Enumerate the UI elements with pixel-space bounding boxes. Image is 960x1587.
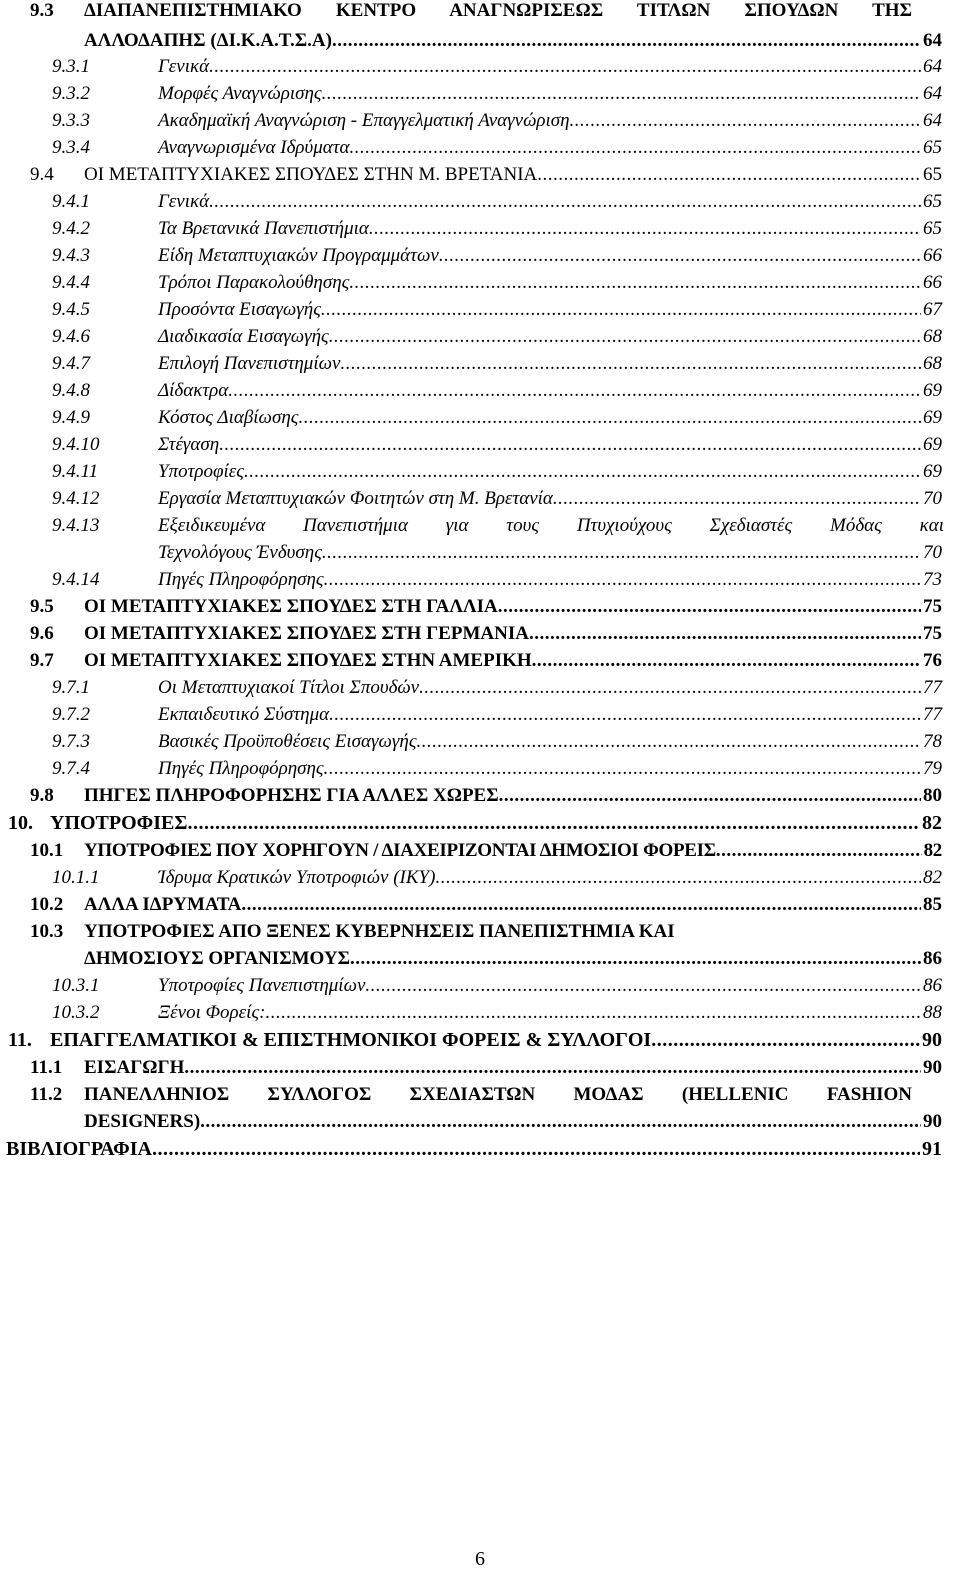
toc-page: 82 bbox=[922, 812, 942, 834]
toc-number: 9.7.3 bbox=[52, 731, 90, 752]
toc-number: 9.3.1 bbox=[52, 56, 90, 77]
toc-number: 10.3.2 bbox=[52, 1002, 100, 1023]
toc-leader bbox=[265, 1002, 921, 1024]
toc-title: Ίδρυμα Κρατικών Υποτροφιών (ΙΚΥ) bbox=[158, 867, 436, 888]
toc-line bbox=[84, 948, 942, 970]
toc-entry bbox=[0, 380, 960, 406]
toc-leader bbox=[553, 488, 921, 510]
toc-title: Οι Μεταπτυχιακοί Τίτλοι Σπουδών bbox=[158, 677, 420, 698]
toc-entry bbox=[0, 1029, 960, 1055]
toc-line bbox=[158, 191, 942, 213]
toc-line bbox=[158, 380, 942, 402]
toc-number: 9.5 bbox=[30, 596, 54, 617]
toc-line bbox=[158, 867, 942, 889]
toc-page: 64 bbox=[923, 30, 942, 51]
toc-title: Διαδικασία Εισαγωγής bbox=[158, 326, 329, 347]
toc-title: Υποτροφίες Πανεπιστημίων bbox=[158, 975, 366, 996]
toc-line bbox=[84, 785, 942, 807]
toc-line bbox=[158, 434, 942, 456]
toc-title: ΟΙ ΜΕΤΑΠΤΥΧΙΑΚΕΣ ΣΠΟΥΔΕΣ ΣΤΗΝ Μ. ΒΡΕΤΑΝΙΑ bbox=[84, 164, 538, 185]
toc-leader bbox=[417, 731, 921, 753]
toc-line bbox=[158, 758, 942, 780]
toc-line bbox=[158, 975, 942, 997]
toc-entry bbox=[0, 758, 960, 784]
toc-title: Πηγές Πληροφόρησης bbox=[158, 569, 324, 590]
toc-leader bbox=[241, 894, 921, 916]
toc-page: 80 bbox=[923, 785, 942, 806]
toc-leader bbox=[244, 461, 921, 483]
toc-entry bbox=[0, 1002, 960, 1028]
toc-leader bbox=[324, 758, 921, 780]
toc-number: 9.4.8 bbox=[52, 380, 90, 401]
toc-number: 10.1.1 bbox=[52, 867, 100, 888]
toc-title: Εξειδικευμένα Πανεπιστήμια για τους Πτυχιούχους Σχεδιαστές Μόδας και bbox=[158, 515, 944, 536]
toc-entry bbox=[0, 407, 960, 433]
toc-entry bbox=[0, 1084, 960, 1140]
toc-line bbox=[50, 812, 942, 835]
toc-number: 10.2 bbox=[30, 894, 64, 915]
toc-line bbox=[158, 407, 942, 429]
toc-leader bbox=[187, 812, 920, 835]
toc-title: ΒΙΒΛΙΟΓΡΑΦΙΑ bbox=[6, 1138, 152, 1160]
toc-title: ΠΗΓΕΣ ΠΛΗΡΟΦΟΡΗΣΗΣ ΓΙΑ ΑΛΛΕΣ ΧΩΡΕΣ bbox=[84, 785, 499, 806]
toc-title: ΟΙ ΜΕΤΑΠΤΥΧΙΑΚΕΣ ΣΠΟΥΔΕΣ ΣΤΗ ΓΕΡΜΑΝΙΑ bbox=[84, 623, 529, 644]
toc-title: Μορφές Αναγνώρισης bbox=[158, 83, 322, 104]
toc-title: ΔΙΑΠΑΝΕΠΙΣΤΗΜΙΑΚΟ ΚΕΝΤΡΟ ΑΝΑΓΝΩΡΙΣΕΩΣ ΤΙΤΛΩΝ ΣΠΟΥΔΩΝ ΤΗΣ bbox=[84, 0, 912, 21]
toc-page: 82 bbox=[923, 840, 942, 861]
toc-title: Βασικές Προϋποθέσεις Εισαγωγής bbox=[158, 731, 417, 752]
toc-number: 9.3.3 bbox=[52, 110, 90, 131]
toc-number: 9.4.11 bbox=[52, 461, 99, 482]
toc-title: Κόστος Διαβίωσης bbox=[158, 407, 299, 428]
toc-number: 11.2 bbox=[30, 1084, 63, 1105]
toc-title: Τρόποι Παρακολούθησης bbox=[158, 272, 350, 293]
toc-title: ΠΑΝΕΛΛΗΝΙΟΣ ΣΥΛΛΟΓΟΣ ΣΧΕΔΙΑΣΤΩΝ ΜΟΔΑΣ (HELLENIC FASHION bbox=[84, 1084, 912, 1105]
toc-line bbox=[158, 488, 942, 510]
toc-leader bbox=[332, 30, 921, 52]
toc-entry bbox=[0, 164, 960, 190]
toc-title: ΥΠΟΤΡΟΦΙΕΣ bbox=[50, 812, 188, 834]
toc-entry bbox=[0, 326, 960, 352]
toc-page: 64 bbox=[923, 83, 942, 104]
toc-page: 82 bbox=[923, 867, 942, 888]
toc-title: Εργασία Μεταπτυχιακών Φοιτητών στη Μ. Βρετανία bbox=[158, 488, 553, 509]
toc-title: ΟΙ ΜΕΤΑΠΤΥΧΙΑΚΕΣ ΣΠΟΥΔΕΣ ΣΤΗ ΓΑΛΛΙΑ bbox=[84, 596, 498, 617]
toc-page: 68 bbox=[923, 326, 942, 347]
toc-entry bbox=[0, 353, 960, 379]
toc-page: 88 bbox=[923, 1002, 942, 1023]
toc-number: 9.3.4 bbox=[52, 137, 90, 158]
toc-number: 9.4.7 bbox=[52, 353, 90, 374]
toc-number: 11.1 bbox=[30, 1057, 63, 1078]
toc-line bbox=[158, 731, 942, 753]
toc-entry bbox=[0, 299, 960, 325]
toc-page: 90 bbox=[923, 1111, 942, 1132]
toc-line bbox=[158, 83, 942, 105]
toc-line bbox=[158, 272, 942, 294]
toc-number: 9.4.3 bbox=[52, 245, 90, 266]
toc-page: 69 bbox=[923, 461, 942, 482]
toc-entry bbox=[0, 461, 960, 487]
toc-entry bbox=[0, 867, 960, 893]
toc-line bbox=[158, 245, 942, 267]
toc-leader bbox=[419, 677, 921, 699]
toc-entry bbox=[0, 921, 960, 977]
toc-entry bbox=[0, 650, 960, 676]
toc-number: 9.4.1 bbox=[52, 191, 90, 212]
toc-page: 86 bbox=[923, 975, 942, 996]
toc-page: 78 bbox=[923, 731, 942, 752]
toc-entry bbox=[0, 1138, 960, 1164]
toc-page: 91 bbox=[922, 1138, 942, 1160]
toc-leader bbox=[219, 434, 921, 456]
toc-line bbox=[158, 353, 942, 375]
toc-entry bbox=[0, 569, 960, 595]
toc-number: 9.7.1 bbox=[52, 677, 90, 698]
toc-page: 90 bbox=[923, 1057, 942, 1078]
toc-leader bbox=[329, 326, 921, 348]
toc-entry bbox=[0, 704, 960, 730]
toc-leader bbox=[350, 137, 921, 159]
toc-number: 9.6 bbox=[30, 623, 54, 644]
toc-number: 10.3.1 bbox=[52, 975, 100, 996]
toc-leader bbox=[499, 785, 921, 807]
toc-page: 75 bbox=[923, 623, 942, 644]
toc-number: 10.1 bbox=[30, 840, 64, 861]
toc-leader bbox=[365, 975, 921, 997]
toc-number: 9.4.2 bbox=[52, 218, 90, 239]
toc-leader bbox=[498, 596, 921, 618]
toc-page: 86 bbox=[923, 948, 942, 969]
toc-entry bbox=[0, 894, 960, 920]
toc-line bbox=[84, 1111, 942, 1133]
toc-line bbox=[158, 677, 942, 699]
toc-page: 77 bbox=[923, 704, 942, 725]
toc-number: 10. bbox=[8, 812, 33, 834]
toc-page: 64 bbox=[923, 56, 942, 77]
toc-number: 9.4.6 bbox=[52, 326, 90, 347]
toc-leader bbox=[532, 650, 921, 672]
toc-page: 77 bbox=[923, 677, 942, 698]
toc-entry bbox=[0, 596, 960, 622]
toc-page: 66 bbox=[923, 272, 942, 293]
toc-title: Γενικά bbox=[158, 191, 210, 212]
toc-leader bbox=[435, 867, 921, 889]
toc-page: 68 bbox=[923, 353, 942, 374]
toc-line bbox=[84, 894, 942, 916]
toc-leader bbox=[200, 1111, 921, 1133]
toc-number: 9.3.2 bbox=[52, 83, 90, 104]
toc-line bbox=[158, 56, 942, 78]
toc-title: ΥΠΟΤΡΟΦΙΕΣ ΑΠΟ ΞΕΝΕΣ ΚΥΒΕΡΝΗΣΕΙΣ ΠΑΝΕΠΙΣΤΗΜΙΑ ΚΑΙ bbox=[84, 921, 675, 942]
toc-leader bbox=[322, 542, 921, 564]
toc-leader bbox=[716, 840, 922, 862]
toc-title-cont: Τεχνολόγους Ένδυσης bbox=[158, 542, 322, 563]
toc-entry bbox=[0, 218, 960, 244]
toc-title: ΕΠΑΓΓΕΛΜΑΤΙΚΟΙ & ΕΠΙΣΤΗΜΟΝΙΚΟΙ ΦΟΡΕΙΣ & ΣΥΛΛΟΓΟΙ bbox=[50, 1029, 652, 1051]
toc-line bbox=[158, 218, 942, 240]
toc-page: 65 bbox=[923, 137, 942, 158]
toc-line bbox=[84, 596, 942, 618]
toc-page: 69 bbox=[923, 407, 942, 428]
toc-number: 9.4 bbox=[30, 164, 54, 185]
toc-number: 10.3 bbox=[30, 921, 64, 942]
toc-title: Πηγές Πληροφόρησης bbox=[158, 758, 324, 779]
toc-line bbox=[50, 1029, 942, 1052]
toc-leader bbox=[350, 948, 921, 970]
toc-number: 9.4.5 bbox=[52, 299, 90, 320]
toc-number: 9.7.4 bbox=[52, 758, 90, 779]
toc-page: 90 bbox=[922, 1029, 942, 1051]
toc-leader bbox=[651, 1029, 920, 1052]
toc-title: Ξένοι Φορείς: bbox=[158, 1002, 266, 1023]
toc-page: 69 bbox=[923, 434, 942, 455]
toc-title: Προσόντα Εισαγωγής bbox=[158, 299, 321, 320]
toc-entry bbox=[0, 245, 960, 271]
toc-line bbox=[158, 326, 942, 348]
toc-title: Γενικά bbox=[158, 56, 210, 77]
toc-title: Αναγνωρισμένα Ιδρύματα bbox=[158, 137, 350, 158]
toc-entry bbox=[0, 785, 960, 811]
toc-line bbox=[158, 704, 942, 726]
toc-title: ΑΛΛΑ ΙΔΡΥΜΑΤΑ bbox=[84, 894, 242, 915]
toc-line bbox=[158, 110, 942, 132]
toc-leader bbox=[321, 299, 921, 321]
toc-line bbox=[158, 461, 942, 483]
toc-entry bbox=[0, 110, 960, 136]
toc-line bbox=[84, 840, 942, 862]
toc-title-cont: DESIGNERS) bbox=[84, 1111, 201, 1132]
toc-title: ΥΠΟΤΡΟΦΙΕΣ ΠΟΥ ΧΟΡΗΓΟΥΝ / ΔΙΑΧΕΙΡΙΖΟΝΤΑΙ ΔΗΜΟΣΙΟΙ ΦΟΡΕΙΣ bbox=[84, 840, 716, 861]
toc-leader bbox=[209, 56, 921, 78]
toc-line bbox=[84, 1057, 942, 1079]
toc-title: Υποτροφίες bbox=[158, 461, 244, 482]
toc-entry bbox=[0, 488, 960, 514]
toc-leader bbox=[209, 191, 921, 213]
toc-number: 9.4.9 bbox=[52, 407, 90, 428]
toc-line bbox=[158, 1002, 942, 1024]
toc-line bbox=[6, 1138, 942, 1161]
toc-entry bbox=[0, 677, 960, 703]
toc-leader bbox=[340, 353, 921, 375]
toc-title: Στέγαση bbox=[158, 434, 220, 455]
toc-entry bbox=[0, 83, 960, 109]
toc-line bbox=[158, 569, 942, 591]
toc-page: 70 bbox=[923, 488, 942, 509]
toc-leader bbox=[228, 380, 921, 402]
toc-number: 9.4.10 bbox=[52, 434, 100, 455]
toc-leader bbox=[529, 623, 921, 645]
toc-entry bbox=[0, 515, 960, 571]
toc-number: 9.4.12 bbox=[52, 488, 100, 509]
toc-line bbox=[158, 542, 942, 564]
toc-page: 73 bbox=[923, 569, 942, 590]
toc-number: 9.4.14 bbox=[52, 569, 100, 590]
toc-entry bbox=[0, 623, 960, 649]
toc-title: Ακαδημαϊκή Αναγνώριση - Επαγγελματική Αναγνώριση bbox=[158, 110, 570, 131]
toc-page: 67 bbox=[923, 299, 942, 320]
toc-leader bbox=[537, 164, 921, 186]
toc-entry bbox=[0, 731, 960, 757]
toc-entry bbox=[0, 137, 960, 163]
toc-line bbox=[158, 137, 942, 159]
toc-title: Είδη Μεταπτυχιακών Προγραμμάτων bbox=[158, 245, 439, 266]
toc-page: 66 bbox=[923, 245, 942, 266]
toc-page: 65 bbox=[923, 218, 942, 239]
toc-leader bbox=[349, 272, 921, 294]
toc-number: 9.7 bbox=[30, 650, 54, 671]
toc-leader bbox=[184, 1057, 921, 1079]
toc-line bbox=[84, 30, 942, 52]
toc-entry bbox=[0, 56, 960, 82]
toc-page: 70 bbox=[923, 542, 942, 563]
toc-leader bbox=[322, 83, 921, 105]
toc-leader bbox=[329, 704, 921, 726]
toc-entry bbox=[0, 0, 960, 58]
toc-title: ΕΙΣΑΓΩΓΗ bbox=[84, 1057, 185, 1078]
toc-title: ΟΙ ΜΕΤΑΠΤΥΧΙΑΚΕΣ ΣΠΟΥΔΕΣ ΣΤΗΝ ΑΜΕΡΙΚΗ bbox=[84, 650, 532, 671]
toc-entry bbox=[0, 1057, 960, 1083]
toc-entry bbox=[0, 975, 960, 1001]
toc-number: 9.4.4 bbox=[52, 272, 90, 293]
toc-line bbox=[84, 164, 942, 186]
toc-entry bbox=[0, 434, 960, 460]
toc-page: 75 bbox=[923, 596, 942, 617]
toc-page: 64 bbox=[923, 110, 942, 131]
toc-entry bbox=[0, 272, 960, 298]
toc-leader bbox=[298, 407, 921, 429]
toc-title-cont: ΑΛΛΟΔΑΠΗΣ (ΔΙ.Κ.Α.Τ.Σ.Α) bbox=[84, 30, 332, 51]
toc-title: Τα Βρετανικά Πανεπιστήμια bbox=[158, 218, 369, 239]
page-number: 6 bbox=[475, 1548, 485, 1570]
toc-number: 9.3 bbox=[30, 0, 54, 21]
toc-leader bbox=[369, 218, 921, 240]
toc-title-cont: ΔΗΜΟΣΙΟΥΣ ΟΡΓΑΝΙΣΜΟΥΣ bbox=[84, 948, 350, 969]
toc-title: Εκπαιδευτικό Σύστημα bbox=[158, 704, 330, 725]
toc-leader bbox=[439, 245, 921, 267]
toc-page: 65 bbox=[923, 164, 942, 185]
toc-line bbox=[84, 623, 942, 645]
toc-number: 9.7.2 bbox=[52, 704, 90, 725]
toc-leader bbox=[324, 569, 921, 591]
toc-entry bbox=[0, 812, 960, 838]
toc-page: 79 bbox=[923, 758, 942, 779]
toc-page: 65 bbox=[923, 191, 942, 212]
toc-page: 85 bbox=[923, 894, 942, 915]
toc-number: 9.4.13 bbox=[52, 515, 100, 536]
toc-number: 9.8 bbox=[30, 785, 54, 806]
toc-entry bbox=[0, 840, 960, 866]
toc-title: Επιλογή Πανεπιστημίων bbox=[158, 353, 341, 374]
toc-number: 11. bbox=[8, 1029, 32, 1051]
toc-line bbox=[84, 650, 942, 672]
toc-leader bbox=[570, 110, 921, 132]
toc-leader bbox=[152, 1138, 920, 1161]
toc-title: Δίδακτρα bbox=[158, 380, 229, 401]
toc-line bbox=[158, 299, 942, 321]
toc-page: 69 bbox=[923, 380, 942, 401]
toc-entry bbox=[0, 191, 960, 217]
toc-page: 76 bbox=[923, 650, 942, 671]
